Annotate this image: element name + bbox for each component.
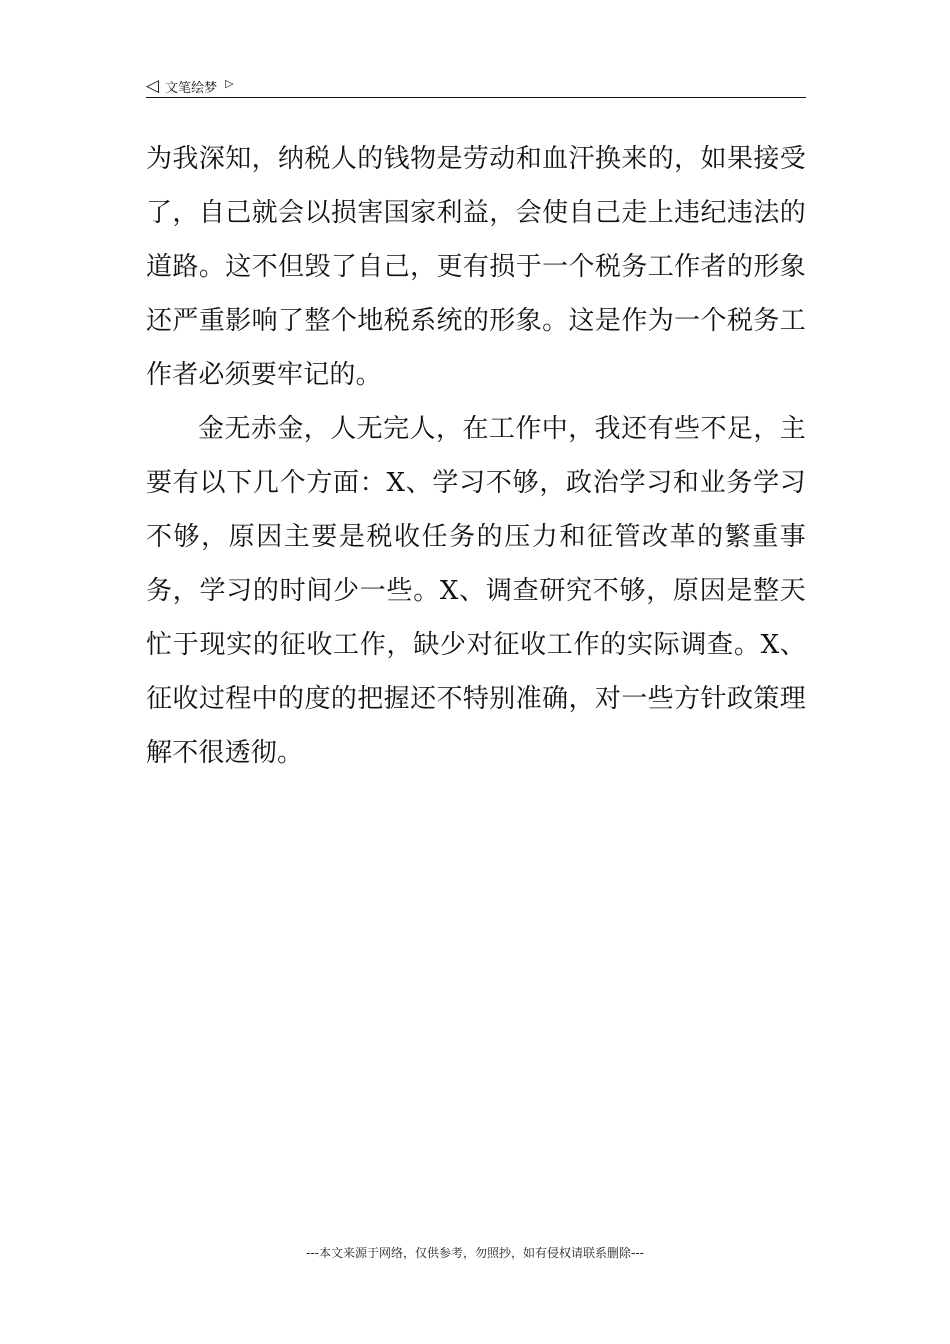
header-divider	[146, 97, 806, 98]
document-body	[146, 132, 806, 780]
triangle-right-icon: ▷	[225, 76, 234, 90]
paragraph-continued: 为我深知，纳税人的钱物是劳动和血汗换来的，如果接受了，自己就会以损害国家利益，会使自己走上违纪违法的道路。这不但毁了自己，更有损于一个税务工作者的形象还严重影响了整个地税系统的形象。这是作为一个税务工作者必须要牢记的。	[146, 144, 806, 390]
page-header	[146, 76, 806, 96]
paragraph-shortcomings: 金无赤金，人无完人，在工作中，我还有些不足，主要有以下几个方面：X、学习不够，政治学习和业务学习不够，原因主要是税收任务的压力和征管改革的繁重事务，学习的时间少一些。X、调查研究不够，原因是整天忙于现实的征收工作，缺少对征收工作的实际调查。X、征收过程中的度的把握还不特别准确，对一些方针政策理解不很透彻。	[146, 414, 806, 768]
footer-notice: ---本文来源于网络，仅供参考，勿照抄，如有侵权请联系删除---	[306, 1246, 644, 1260]
triangle-left-icon: ◁	[146, 75, 160, 96]
header-title: 文笔绘梦	[165, 80, 218, 96]
